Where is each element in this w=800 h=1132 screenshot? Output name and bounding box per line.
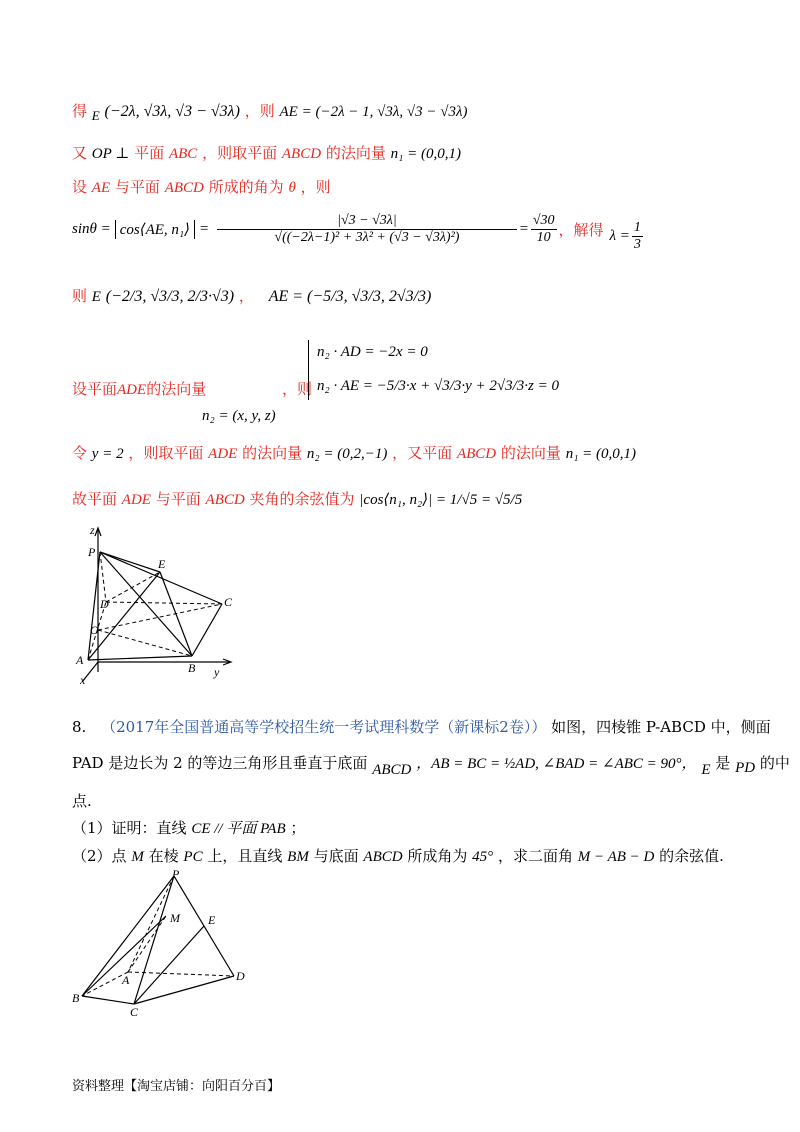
text: 的法向量 [325,144,386,162]
text: （2）点 [72,847,127,865]
problem-8-line-2 [72,752,790,779]
text: ，则取平面 [202,144,278,162]
text: ，则 [282,380,313,398]
solution-line-2 [72,142,461,163]
label-e: E [208,913,216,927]
text: 在棱 [148,847,179,865]
edge-ae [88,572,160,660]
point-m: M [131,849,144,865]
solution-line-1 [72,100,468,124]
label-p: P [172,868,180,881]
plane-abc: ABC [168,146,198,162]
solution-line-8 [72,488,522,509]
plane-ade: ADE [121,492,151,508]
fraction-main [217,213,517,246]
edge-pc: PC [183,849,203,865]
line-ae: AE [91,180,111,196]
text: 是 [715,754,731,772]
vector-ae-expression: AE = (−2λ − 1, √3λ, √3 − √3λ) [279,104,468,120]
edge-oc [98,604,222,630]
vector-ae: AE = (−5/3, √3/3, 2√3/3) [268,288,432,305]
fraction-lambda [632,220,643,253]
line-bm: BM [287,849,309,865]
question-1 [72,817,305,838]
problem-8-line-1 [72,716,771,737]
point-e-coords: (−2λ, √3λ, √3 − √3λ) [104,103,240,120]
normal-vector-n2: n₂ = (x, y, z) [202,408,276,424]
problem-source: （2017年全国普通高等学校招生统一考试理科数学（新课标2卷）） [101,718,547,736]
label-z: z [90,523,95,537]
text: ； [290,819,306,837]
problem-intro: 如图，四棱锥 P-ABCD 中，侧面 [551,718,771,736]
fraction-result [531,213,557,246]
edge-ob [98,630,192,656]
theta: θ [288,180,296,196]
text: 所成角为 [407,847,468,865]
figure-1-pyramid [70,522,250,687]
numerator: √30 [532,213,555,228]
numerator: 1 [633,220,641,235]
text: ，求二面角 [497,847,573,865]
point-e: E [91,289,101,305]
cos-angle [115,220,195,239]
text: 平面 [134,144,165,162]
label-x: x [80,673,86,687]
angle: 45° [472,849,494,865]
statement: CE // 平面 PAB [191,821,286,837]
solution-line-7 [72,442,636,463]
edge-bc [82,996,134,1004]
label-y: y [214,665,220,679]
text: ，则取平面 [128,444,204,462]
normal-vector-n1: n₁ = (0,0,1) [565,446,637,462]
text: 所成的角为 [208,178,284,196]
text: 的余弦值. [659,847,724,865]
text: 设 [72,178,88,196]
text: 则 [72,287,88,305]
point-e: E [701,762,711,778]
text: ，则 [300,178,331,196]
equals: = [199,221,210,237]
footer-note: 资料整理【淘宝店铺：向阳百分百】 [72,1079,281,1094]
conditions: ，AB = BC = ½AD, ∠BAD = ∠ABC = 90°， [416,756,697,772]
text: 令 [72,444,88,462]
edge-de [106,572,160,602]
edge-ab [88,656,192,660]
plane-ade: ADE [208,446,238,462]
text: 又 [72,144,88,162]
cosine-value: |cos⟨n₁, n₂⟩| = 1/√5 = √5/5 [359,492,523,508]
numerator: |√3 − √3λ| [217,213,517,230]
dihedral-angle: M − AB − D [577,849,655,865]
text: 夹角的余弦值为 [249,490,355,508]
text: 的法向量 [500,444,561,462]
lambda: λ = [609,228,630,244]
equation-2: n₂ · AE = −5/3·x + √3/3·y + 2√3/3·z = 0 [317,378,559,394]
edge-pd [100,552,106,602]
text: 点. [72,792,92,810]
solution-line-3 [72,176,331,197]
edge-dc [106,602,222,604]
y-value: y = 2 [91,446,124,462]
denominator: 3 [633,237,641,252]
plane-abcd: ABCD [456,446,497,462]
text: PAD 是边长为 2 的等边三角形且垂直于底面 [72,754,368,772]
label-o: O [90,623,99,637]
text: ， [238,287,254,305]
label-c: C [130,1005,139,1018]
solution-line-5 [72,285,431,306]
op-perp: OP ⊥ [91,146,130,162]
edge-ce [134,926,204,1004]
text: 与底面 [313,847,359,865]
denominator: √((−2λ−1)² + 3λ² + (√3 − √3λ)²) [274,230,460,245]
text: ，解得 [558,221,604,239]
edge-pa [128,876,174,972]
denominator: 10 [536,230,551,245]
text: 设平面 [72,380,118,398]
sin-theta: sinθ = [72,221,111,237]
edge-bc [192,604,222,656]
label-b: B [72,991,80,1005]
cos-text: cos⟨AE, n₁⟩ [119,222,190,238]
question-2 [72,845,724,866]
text: 上，且直线 [207,847,283,865]
segment-pd: PD [735,760,756,776]
plane-abcd: ABCD [281,146,322,162]
text: 与平面 [155,490,201,508]
point-e-coords: (−2/3, √3/3, 2/3·√3) [105,288,235,305]
plane-abcd: ABCD [164,180,204,196]
label-d: D [100,597,109,611]
text: 故平面 [72,490,118,508]
label-c: C [224,595,233,609]
label-a: A [122,973,130,987]
text: ，则 [244,102,275,120]
label-p: P [88,545,96,559]
plane-abcd: ABCD [363,849,403,865]
text: 得 [72,102,88,120]
text: ，又平面 [392,444,453,462]
label-m: M [170,911,180,925]
text: 与平面 [114,178,160,196]
normal-vector-n2: n₂ = (0,2,−1) [306,446,388,462]
text: （1）证明：直线 [72,819,187,837]
label-a: A [76,653,84,667]
normal-vector-n1: n₁ = (0,0,1) [390,146,461,162]
plane-ade: ADE [117,382,147,398]
text: 的中 [759,754,790,772]
figure-2-pyramid [70,868,260,1018]
edge-cd [134,976,234,1004]
equals: = [518,221,529,237]
label-e: E [158,557,166,571]
equation-1: n₂ · AD = −2x = 0 [317,344,428,360]
text: 的法向量 [146,380,207,398]
solution-line-6 [72,340,752,424]
equation-system [308,340,559,400]
label-b: B [188,661,196,675]
plane-abcd: ABCD [205,492,245,508]
problem-8-line-3 [72,790,92,811]
solution-line-4 [72,206,645,253]
plane-abcd: ABCD [372,762,412,778]
problem-number: 8. [72,718,87,736]
text: 的法向量 [242,444,303,462]
point-e-label: E [91,108,100,123]
label-d: D [236,969,245,983]
